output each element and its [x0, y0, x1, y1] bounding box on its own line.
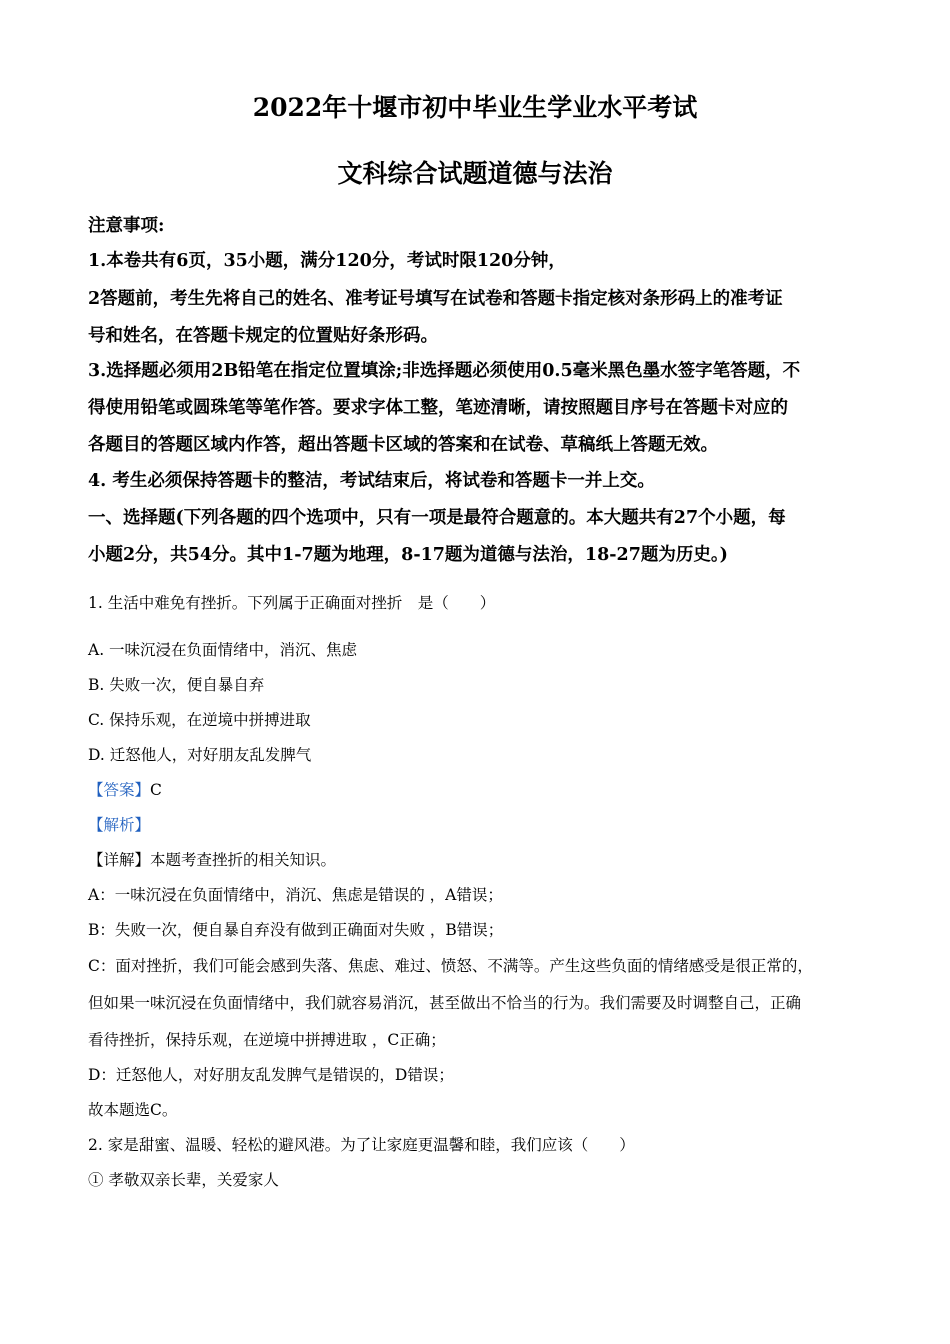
notes-line: 各题目的答题区域内作答，超出答题卡区域的答案和在试卷、草稿纸上答题无效。 [88, 435, 718, 455]
answer-line [88, 778, 162, 800]
exam-title: 2022年十堰市初中毕业生学业水平考试 [252, 93, 698, 122]
detail-line: 看待挫折，保持乐观，在逆境中拼搏进取 ，C正确； [88, 1031, 446, 1049]
section-heading: 小题2分，共54分。其中1-7题为地理，8-17题为道德与法治，18-27题为历史。) [88, 545, 728, 565]
analysis-tag: 【解析】 [88, 816, 151, 834]
question-1-option-b: B. 失败一次，便自暴自弃 [88, 676, 265, 694]
question-2-stem: 2. 家是甜蜜、温暖、轻松的避风港。为了让家庭更温馨和睦，我们应该（ ） [88, 1136, 635, 1154]
notes-line: 号和姓名，在答题卡规定的位置贴好条形码。 [88, 326, 438, 346]
detail-line: 故本题选C。 [88, 1101, 178, 1119]
question-1-option-d: D. 迁怒他人，对好朋友乱发脾气 [88, 746, 312, 764]
notes-line: 1.本卷共有6页，35小题，满分120分，考试时限120分钟， [88, 251, 566, 271]
question-1-option-a: A. 一味沉浸在负面情绪中，消沉、焦虑 [88, 641, 358, 659]
notes-line: 4. 考生必须保持答题卡的整洁，考试结束后，将试卷和答题卡一并上交。 [88, 471, 655, 491]
question-1-option-c: C. 保持乐观，在逆境中拼搏进取 [88, 711, 311, 729]
section-heading: 一、选择题(下列各题的四个选项中，只有一项是最符合题意的。本大题共有27个小题，每 [88, 508, 786, 528]
exam-subtitle: 文科综合试题道德与法治 [337, 159, 613, 188]
answer-tag: 【答案】 [88, 781, 151, 799]
question-2-option-1: ① 孝敬双亲长辈，关爱家人 [88, 1171, 279, 1189]
detail-line: A：一味沉浸在负面情绪中，消沉、焦虑是错误的 ，A错误； [88, 886, 503, 904]
notes-line: 得使用铅笔或圆珠笔等笔作答。要求字体工整，笔迹清晰，请按照题目序号在答题卡对应的 [88, 398, 788, 418]
detail-line: B：失败一次，便自暴自弃没有做到正确面对失败 ，B错误； [88, 921, 504, 939]
detail-line: 但如果一味沉浸在负面情绪中，我们就容易消沉，甚至做出不恰当的行为。我们需要及时调整自己，正确 [88, 994, 802, 1012]
detail-line: 【详解】本题考查挫折的相关知识。 [88, 851, 337, 869]
question-1-stem: 1. 生活中难免有挫折。下列属于正确面对挫折 是（ ） [88, 594, 496, 612]
notes-line: 2答题前，考生先将自己的姓名、准考证号填写在试卷和答题卡指定核对条形码上的准考证 [88, 289, 783, 309]
answer-value: C [150, 781, 162, 799]
detail-line: C：面对挫折，我们可能会感到失落、焦虑、难过、愤怒、不满等。产生这些负面的情绪感受是很正常的， [88, 957, 813, 975]
notes-line: 3.选择题必须用2B铅笔在指定位置填涂;非选择题必须使用0.5毫米黑色墨水签字笔答题，不 [88, 361, 801, 381]
notes-heading: 注意事项: [88, 216, 165, 236]
detail-line: D：迁怒他人，对好朋友乱发脾气是错误的，D错误； [88, 1066, 454, 1084]
